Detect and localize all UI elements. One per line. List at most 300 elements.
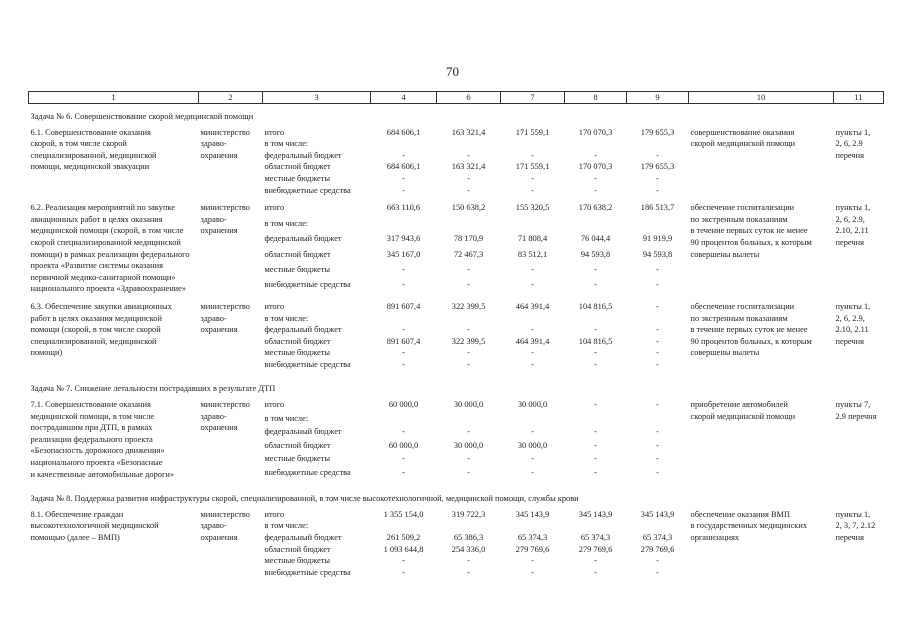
amount-cell: 170 638,2 (578, 203, 613, 213)
amount-cell: 30 000,0 (453, 400, 484, 410)
description-line: 7.1. Совершенствование оказания (30, 400, 151, 410)
amount-cell: 186 513,7 (640, 203, 675, 213)
points-line: перечня (835, 336, 864, 346)
executor (199, 399, 263, 480)
description-line: 6.1. Совершенствование оказания (30, 127, 151, 137)
task-title: Задача № 7. Снижение летальности пострадавших в результате ДТП (30, 384, 276, 394)
description-line: «Безопасность дорожного движения» (30, 446, 165, 456)
amount-cell: - (467, 173, 470, 183)
result-line: обеспечение госпитализации (690, 301, 795, 311)
description-line: помощи, медицинской эвакуации (30, 162, 150, 172)
amount-cell: 1 355 154,0 (383, 509, 424, 519)
points-line: пункты 1, (835, 509, 871, 519)
funding-row (29, 202, 884, 217)
amount-cell: 30 000,0 (517, 400, 548, 410)
amount-cell (565, 218, 627, 233)
amount-cell: 94 593,8 (580, 249, 611, 259)
funding-source: в том числе: (264, 218, 309, 228)
amount-cell: 319 722,3 (451, 509, 486, 519)
amount-cell: - (467, 427, 470, 437)
funding-source: в том числе: (264, 521, 309, 531)
amount-cell: - (531, 185, 534, 195)
amount-cell: 72 467,3 (453, 249, 484, 259)
amount-cell (627, 313, 689, 325)
amount-cell: - (531, 359, 534, 369)
amount-cell: 345 167,0 (386, 249, 421, 259)
funding-source: федеральный бюджет (264, 234, 342, 244)
result-line: по экстренным показаниям (690, 313, 788, 323)
amount-cell: - (656, 185, 659, 195)
column-number: 6 (437, 92, 501, 104)
funding-row (29, 301, 884, 313)
amount-cell: - (402, 359, 405, 369)
amount-cell: - (594, 440, 597, 450)
executor (199, 127, 263, 197)
amount-cell (565, 520, 627, 532)
amount-cell: 322 399,5 (451, 301, 486, 311)
amount-cell: - (594, 173, 597, 183)
amount-cell: 65 374,3 (517, 533, 548, 542)
amount-cell: 60 000,0 (388, 440, 419, 450)
amount-cell: 171 559,1 (515, 127, 550, 137)
funding-source: местные бюджеты (264, 173, 331, 183)
executor (199, 509, 263, 579)
amount-cell (627, 413, 689, 427)
amount-cell: - (656, 556, 659, 566)
amount-cell: - (656, 359, 659, 369)
task-title: Задача № 6. Совершенствование скорой медицинской помощи (30, 112, 254, 121)
amount-cell: - (402, 556, 405, 566)
description-line: проекта «Развитие системы оказания (30, 261, 163, 271)
amount-cell: - (594, 325, 597, 335)
points-line: пункты 7, (835, 400, 871, 410)
points-line: 2.10, 2.11 (835, 226, 869, 236)
funding-source: в том числе: (264, 139, 309, 149)
funding-source: федеральный бюджет (264, 325, 342, 335)
amount-cell: 94 593,8 (642, 249, 673, 259)
description-line: специализированной, медицинской (30, 150, 157, 160)
amount-cell: 163 321,4 (451, 162, 486, 172)
amount-cell: - (467, 359, 470, 369)
executor-line: охранения (200, 150, 238, 160)
amount-cell: - (402, 325, 405, 335)
funding-source: федеральный бюджет (264, 150, 342, 160)
description-line: 6.2. Реализация мероприятий по закупке (30, 203, 176, 213)
amount-cell: - (656, 280, 659, 290)
column-number: 7 (501, 92, 565, 104)
program-table (28, 91, 884, 584)
executor-line: охранения (200, 226, 238, 236)
points-line: 2, 6, 2.9 (835, 139, 863, 149)
measure-description (29, 509, 199, 579)
result-line: совершены вылеты (690, 249, 760, 259)
amount-cell: 65 374,3 (642, 533, 673, 542)
amount-cell: - (402, 264, 405, 274)
measure-description (29, 202, 199, 295)
funding-source: в том числе: (264, 413, 309, 423)
description-line: медицинской помощи, в том числе (30, 411, 155, 421)
funding-source: итого (264, 509, 285, 519)
amount-cell: - (656, 567, 659, 577)
amount-cell: - (531, 567, 534, 577)
amount-cell: 322 399,5 (451, 336, 486, 346)
measure-description (29, 301, 199, 371)
result-line: в государственных медицинских (690, 521, 808, 531)
amount-cell: - (402, 173, 405, 183)
result-line: обеспечение оказания ВМП (690, 509, 791, 519)
amount-cell: - (594, 348, 597, 358)
result-line: по экстренным показаниям (690, 214, 788, 224)
amount-cell: - (531, 264, 534, 274)
amount-cell: - (467, 150, 470, 160)
amount-cell: 345 143,9 (640, 509, 675, 519)
amount-cell: - (467, 567, 470, 577)
amount-cell: - (402, 348, 405, 358)
funding-source: местные бюджеты (264, 556, 331, 566)
amount-cell: - (531, 325, 534, 335)
amount-cell: 163 321,4 (451, 127, 486, 137)
result-line: совершены вылеты (690, 348, 760, 358)
indicator-points (834, 399, 884, 480)
executor-line: министерство (200, 203, 250, 213)
amount-cell: 684 606,1 (386, 127, 421, 137)
amount-cell: 279 769,6 (515, 544, 550, 554)
amount-cell: - (402, 150, 405, 160)
amount-cell: - (594, 427, 597, 437)
amount-cell: - (531, 173, 534, 183)
points-line: пункты 1, (835, 203, 871, 213)
funding-source: федеральный бюджет (264, 533, 342, 542)
amount-cell (627, 520, 689, 532)
amount-cell: - (656, 454, 659, 464)
funding-source: внебюджетные средства (264, 185, 351, 195)
description-line: помощи) в рамках реализации федерального (30, 249, 190, 259)
description-line: скорой, в том числе скорой (30, 139, 127, 149)
amount-cell: 1 093 644,8 (383, 544, 424, 554)
funding-source: областной бюджет (264, 162, 331, 172)
column-number: 1 (29, 92, 199, 104)
amount-cell: - (656, 150, 659, 160)
executor (199, 202, 263, 295)
funding-source: местные бюджеты (264, 264, 331, 274)
indicator-points (834, 202, 884, 295)
task-heading-row (29, 104, 884, 127)
description-line: помощью (далее – ВМП) (30, 533, 120, 542)
amount-cell: 891 607,4 (386, 336, 421, 346)
amount-cell: - (594, 454, 597, 464)
executor-line: здраво- (200, 139, 227, 149)
funding-source: в том числе: (264, 313, 309, 323)
amount-cell: 663 110,6 (386, 203, 421, 213)
amount-cell: - (656, 264, 659, 274)
amount-cell: - (531, 427, 534, 437)
result-line: приобретение автомобилей (690, 400, 788, 410)
description-line: специализированной, медицинской (30, 336, 157, 346)
result-line: совершенствование оказания (690, 127, 795, 137)
executor-line: охранения (200, 325, 238, 335)
amount-cell: - (656, 427, 659, 437)
amount-cell: - (656, 301, 659, 311)
amount-cell (437, 218, 501, 233)
executor-line: здраво- (200, 313, 227, 323)
amount-cell (437, 520, 501, 532)
amount-cell: 30 000,0 (517, 440, 548, 450)
amount-cell (565, 313, 627, 325)
amount-cell: - (531, 150, 534, 160)
row-spacer (29, 578, 884, 584)
points-line: 2, 6, 2.9, (835, 214, 865, 224)
expected-result (689, 509, 834, 579)
amount-cell: - (656, 467, 659, 477)
description-line: медицинской помощи (скорой, в том числе (30, 226, 184, 236)
amount-cell: - (467, 467, 470, 477)
funding-source: внебюджетные средства (264, 280, 351, 290)
amount-cell (437, 413, 501, 427)
funding-source: областной бюджет (264, 544, 331, 554)
expected-result (689, 127, 834, 197)
funding-source: внебюджетные средства (264, 467, 351, 477)
points-line: перечня (835, 533, 864, 542)
amount-cell: - (594, 359, 597, 369)
amount-cell: - (467, 325, 470, 335)
amount-cell (501, 413, 565, 427)
amount-cell: 65 374,3 (580, 533, 611, 542)
amount-cell: 71 808,4 (517, 234, 548, 244)
amount-cell: - (467, 454, 470, 464)
amount-cell (501, 313, 565, 325)
amount-cell: 464 391,4 (515, 336, 550, 346)
executor-line: министерство (200, 127, 250, 137)
points-line: 2.9 перечня (835, 411, 877, 421)
amount-cell: - (402, 427, 405, 437)
description-line: национального проекта «Здравоохранение» (30, 284, 187, 294)
amount-cell: - (531, 454, 534, 464)
points-line: пункты 1, (835, 127, 871, 137)
column-number: 2 (199, 92, 263, 104)
amount-cell: - (594, 280, 597, 290)
result-line: в течение первых суток не менее (690, 226, 808, 236)
points-line: перечня (835, 150, 864, 160)
amount-cell (565, 413, 627, 427)
amount-cell: 464 391,4 (515, 301, 550, 311)
description-line: помощи (скорой, в том числе скорой (30, 325, 161, 335)
executor-line: министерство (200, 509, 250, 519)
amount-cell: - (531, 348, 534, 358)
result-line: 90 процентов больных, к которым (690, 336, 812, 346)
funding-row (29, 127, 884, 139)
description-line: помощи) (30, 348, 63, 358)
description-line: первичной медико-санитарной помощи» (30, 272, 176, 282)
points-line: 2.10, 2.11 (835, 325, 869, 335)
amount-cell: 345 143,9 (515, 509, 550, 519)
expected-result (689, 301, 834, 371)
amount-cell: - (402, 454, 405, 464)
indicator-points (834, 127, 884, 197)
amount-cell (371, 413, 437, 427)
amount-cell (437, 138, 501, 150)
funding-source: федеральный бюджет (264, 427, 342, 437)
executor-line: охранения (200, 533, 238, 542)
amount-cell: 254 336,0 (451, 544, 486, 554)
result-line: организациях (690, 533, 740, 542)
amount-cell: 155 320,5 (515, 203, 550, 213)
amount-cell: 60 000,0 (388, 400, 419, 410)
description-line: реализации федерального проекта (30, 434, 153, 444)
amount-cell: - (594, 150, 597, 160)
task-title: Задача № 8. Поддержка развития инфраструктуры скорой, специализированной, в том числе высокотехнологичной, медицинской помощи, службы крови (30, 494, 579, 504)
amount-cell (371, 520, 437, 532)
amount-cell: - (594, 400, 597, 410)
funding-source: местные бюджеты (264, 348, 331, 358)
amount-cell (371, 218, 437, 233)
amount-cell: - (467, 280, 470, 290)
amount-cell: 65 386,3 (453, 533, 484, 542)
amount-cell: 83 512,1 (517, 249, 548, 259)
description-line: работ в целях оказания медицинской (30, 313, 162, 323)
amount-cell: - (531, 556, 534, 566)
amount-cell (371, 313, 437, 325)
funding-source: итого (264, 301, 285, 311)
funding-source: итого (264, 400, 285, 410)
funding-source: областной бюджет (264, 440, 331, 450)
points-line: 2, 6, 2.9, (835, 313, 865, 323)
amount-cell: 170 070,3 (578, 127, 613, 137)
page-number: 70 (446, 64, 459, 79)
executor-line: охранения (200, 423, 238, 433)
amount-cell: 261 509,2 (386, 533, 421, 542)
amount-cell: - (467, 185, 470, 195)
amount-cell: - (656, 348, 659, 358)
amount-cell: 30 000,0 (453, 440, 484, 450)
amount-cell (371, 138, 437, 150)
amount-cell: 171 559,1 (515, 162, 550, 172)
funding-row (29, 399, 884, 413)
amount-cell: 170 070,3 (578, 162, 613, 172)
column-number: 3 (263, 92, 371, 104)
amount-cell: - (531, 467, 534, 477)
amount-cell: - (656, 400, 659, 410)
amount-cell (565, 138, 627, 150)
funding-source: областной бюджет (264, 249, 331, 259)
description-line: 6.3. Обеспечение закупки авиационных (30, 301, 172, 311)
column-number: 10 (689, 92, 834, 104)
amount-cell: 179 655,3 (640, 162, 675, 172)
indicator-points (834, 301, 884, 371)
executor-line: министерство (200, 400, 250, 410)
column-number: 4 (371, 92, 437, 104)
amount-cell: - (531, 280, 534, 290)
amount-cell: - (656, 440, 659, 450)
executor-line: министерство (200, 301, 250, 311)
amount-cell: 78 170,9 (453, 234, 484, 244)
column-number: 11 (834, 92, 884, 104)
amount-cell: - (594, 467, 597, 477)
amount-cell (627, 218, 689, 233)
amount-cell: - (656, 336, 659, 346)
amount-cell (501, 520, 565, 532)
column-number: 9 (627, 92, 689, 104)
amount-cell: - (402, 467, 405, 477)
executor (199, 301, 263, 371)
amount-cell: - (402, 567, 405, 577)
column-number: 8 (565, 92, 627, 104)
result-line: 90 процентов больных, к которым (690, 237, 812, 247)
amount-cell: - (656, 325, 659, 335)
amount-cell: 279 769,6 (578, 544, 613, 554)
funding-source: областной бюджет (264, 336, 331, 346)
description-line: и качественные автомобильные дороги» (30, 469, 175, 479)
amount-cell: - (467, 556, 470, 566)
amount-cell (501, 138, 565, 150)
description-line: скорой специализированной медицинской (30, 237, 181, 247)
amount-cell: 91 919,9 (642, 234, 673, 244)
description-line: 8.1. Обеспечение граждан (30, 509, 124, 519)
amount-cell: 684 606,1 (386, 162, 421, 172)
amount-cell (627, 138, 689, 150)
points-line: перечня (835, 237, 864, 247)
amount-cell: 279 769,6 (640, 544, 675, 554)
amount-cell: - (467, 348, 470, 358)
amount-cell: - (402, 185, 405, 195)
funding-source: итого (264, 127, 285, 137)
amount-cell: - (402, 280, 405, 290)
amount-cell: - (594, 185, 597, 195)
amount-cell: 76 044,4 (580, 234, 611, 244)
amount-cell: 150 638,2 (451, 203, 486, 213)
result-line: скорой медицинской помощи (690, 139, 796, 149)
result-line: скорой медицинской помощи (690, 411, 796, 421)
amount-cell (501, 218, 565, 233)
amount-cell: - (656, 173, 659, 183)
funding-source: внебюджетные средства (264, 359, 351, 369)
funding-source: внебюджетные средства (264, 567, 351, 577)
description-line: пострадавшим при ДТП, в рамках (30, 423, 153, 433)
spacer-cell (29, 578, 884, 584)
amount-cell: 317 943,6 (386, 234, 421, 244)
expected-result (689, 399, 834, 480)
description-line: авиационных работ в целях оказания (30, 214, 163, 224)
task-heading-row (29, 376, 884, 399)
expected-result (689, 202, 834, 295)
column-number-row (29, 92, 884, 104)
table-body (29, 92, 884, 585)
result-line: обеспечение госпитализации (690, 203, 795, 213)
result-line: в течение первых суток не менее (690, 325, 808, 335)
measure-description (29, 399, 199, 480)
funding-source: итого (264, 203, 285, 213)
amount-cell: - (594, 264, 597, 274)
funding-source: местные бюджеты (264, 454, 331, 464)
amount-cell: 345 143,9 (578, 509, 613, 519)
description-line: высокотехнологичной медицинской (30, 521, 159, 531)
amount-cell: - (467, 264, 470, 274)
amount-cell: - (594, 556, 597, 566)
amount-cell: 179 655,3 (640, 127, 675, 137)
amount-cell: 104 816,5 (578, 336, 613, 346)
amount-cell: 891 607,4 (386, 301, 421, 311)
task-heading-row (29, 486, 884, 509)
amount-cell: 104 816,5 (578, 301, 613, 311)
points-line: пункты 1, (835, 301, 871, 311)
indicator-points (834, 509, 884, 579)
funding-row (29, 509, 884, 521)
executor-line: здраво- (200, 411, 227, 421)
points-line: 2, 3, 7, 2.12 (835, 521, 876, 531)
amount-cell (437, 313, 501, 325)
description-line: национального проекта «Безопасные (30, 458, 163, 468)
amount-cell: - (594, 567, 597, 577)
executor-line: здраво- (200, 214, 227, 224)
